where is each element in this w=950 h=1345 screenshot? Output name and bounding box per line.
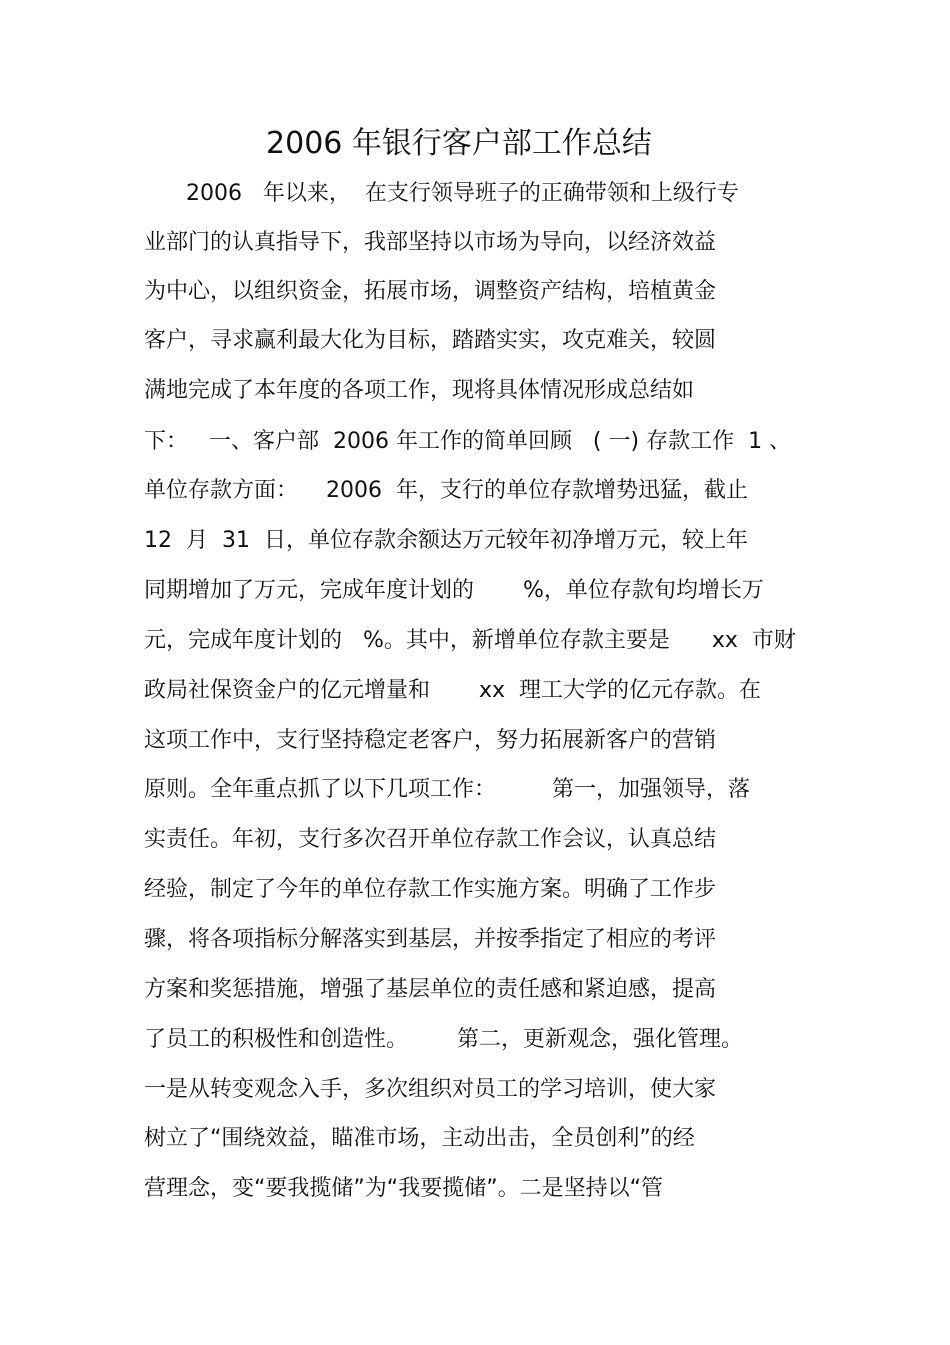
body-line: 经验，制定了今年的单位存款工作实施方案。明确了工作步: [144, 877, 717, 902]
body-line: 原则。全年重点抓了以下几项工作： 第一，加强领导，落: [144, 777, 750, 802]
document-title: 2006 年银行客户部工作总结: [266, 126, 652, 161]
body-line: 客户，寻求赢利最大化为目标，踏踏实实，攻克难关，较圆: [144, 328, 717, 353]
body-line: 12 月 31 日，单位存款余额达万元较年初净增万元，较上年: [144, 528, 748, 553]
body-line: 骤，将各项指标分解落实到基层，并按季指定了相应的考评: [144, 927, 717, 952]
body-line: 方案和奖惩措施，增强了基层单位的责任感和紧迫感，提高: [144, 977, 717, 1002]
body-line: 这项工作中，支行坚持稳定老客户，努力拓展新客户的营销: [144, 728, 717, 753]
body-line: 为中心，以组织资金，拓展市场，调整资产结构，培植黄金: [144, 279, 717, 304]
body-line: 一是从转变观念入手，多次组织对员工的学习培训，使大家: [144, 1077, 717, 1102]
body-line: 了员工的积极性和创造性。 第二，更新观念，强化管理。: [144, 1027, 743, 1052]
body-line: 同期增加了万元，完成年度计划的 %，单位存款旬均增长万: [144, 578, 764, 603]
body-line: 政局社保资金户的亿元增量和 xx 理工大学的亿元存款。在: [144, 678, 761, 703]
body-line: 满地完成了本年度的各项工作，现将具体情况形成总结如: [144, 378, 695, 403]
body-line: 树立了“围绕效益，瞄准市场，主动出击，全员创利”的经: [144, 1126, 695, 1151]
body-line: 下： 一、客户部 2006 年工作的简单回顾 ( 一) 存款工作 1 、: [144, 429, 792, 454]
body-line: 2006 年以来， 在支行领导班子的正确带领和上级行专: [144, 181, 739, 206]
body-line: 营理念，变“要我揽储”为“我要揽储”。二是坚持以“管: [144, 1176, 663, 1201]
body-line: 实责任。年初，支行多次召开单位存款工作会议，认真总结: [144, 827, 717, 852]
body-line: 业部门的认真指导下，我部坚持以市场为导向，以经济效益: [144, 230, 717, 255]
body-line: 元，完成年度计划的 %。其中，新增单位存款主要是 xx 市财: [144, 628, 796, 653]
body-line: 单位存款方面： 2006 年，支行的单位存款增势迅猛，截止: [144, 478, 748, 503]
